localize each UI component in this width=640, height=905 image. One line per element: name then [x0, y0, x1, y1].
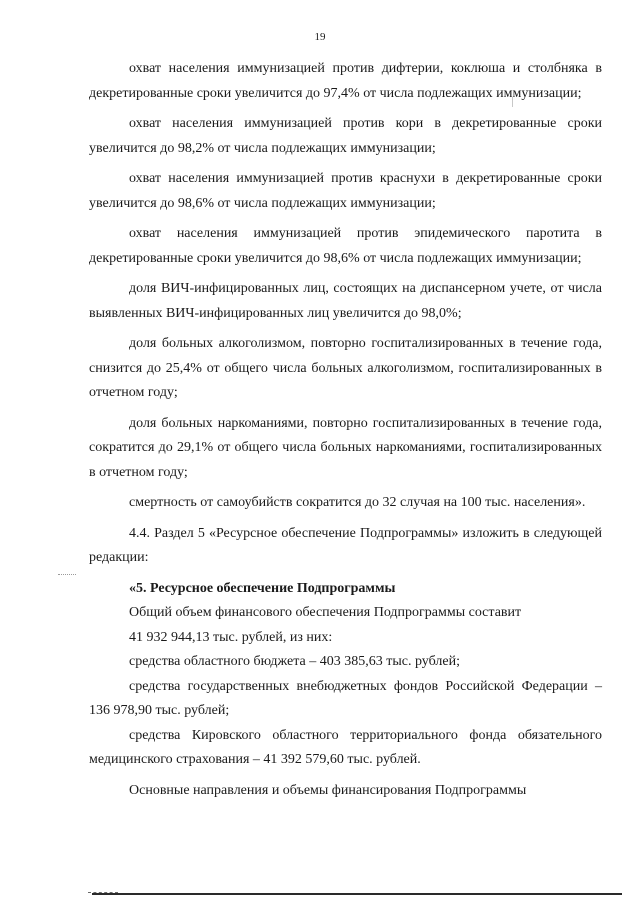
paragraph-alcoholism: доля больных алкоголизмом, повторно госпитализированных в течение года, снизится до 25,4% от общего числа больных алкоголизмом, госпитализированных в отчетном году; — [89, 336, 602, 400]
paragraph-rubella: охват населения иммунизацией против краснухи в декретированные сроки увеличится до 98,6% от числа подлежащих иммунизации; — [89, 171, 602, 211]
financing-total-amount: 41 932 944,13 тыс. рублей, из них: — [129, 629, 333, 645]
paragraph-measles: охват населения иммунизацией против кори в декретированные сроки увеличится до 98,2% от числа подлежащих иммунизации; — [89, 116, 602, 156]
scan-artifact-dots — [58, 574, 76, 575]
page-number: 19 — [314, 31, 326, 43]
financing-total-intro: Общий объем финансового обеспечения Подпрограммы составит — [129, 605, 522, 620]
paragraph-narcomania: доля больных наркоманиями, повторно госпитализированных в течение года, сократится до 29,1% от общего числа больных наркоманиями, госпитализированных в отчетном году; — [89, 415, 602, 480]
section-heading: «5. Ресурсное обеспечение Подпрограммы — [129, 580, 396, 596]
paragraph-diphtheria: охват населения иммунизацией против дифтерии, коклюша и столбняка в декретированные сроки увеличится до 97,4% от числа подлежащих иммунизации; — [89, 61, 602, 101]
paragraph-mumps: охват населения иммунизацией против эпидемического паротита в декретированные сроки увеличится до 98,6% от числа подлежащих иммунизации; — [89, 226, 602, 266]
paragraph-hiv: доля ВИЧ-инфицированных лиц, состоящих на диспансерном учете, от числа выявленных ВИЧ-инфицированных лиц увеличится до 98,0%; — [89, 281, 602, 321]
paragraph-section-amendment: 4.4. Раздел 5 «Ресурсное обеспечение Подпрограммы» изложить в следующей редакции: — [89, 525, 602, 565]
bottom-rule — [92, 893, 622, 895]
financing-regional-budget: средства областного бюджета – 403 385,63 тыс. рублей; — [129, 654, 460, 669]
paragraph-suicide: смертность от самоубийств сократится до 32 случая на 100 тыс. населения». — [129, 495, 586, 510]
financing-state-funds: средства государственных внебюджетных фондов Российской Федерации – 136 978,90 тыс. рублей; — [89, 678, 602, 718]
financing-directions: Основные направления и объемы финансирования Подпрограммы — [129, 782, 527, 798]
financing-medical-insurance: средства Кировского областного территориального фонда обязательного медицинского страхования – 41 392 579,60 тыс. рублей. — [89, 727, 602, 767]
document-body — [89, 57, 602, 803]
